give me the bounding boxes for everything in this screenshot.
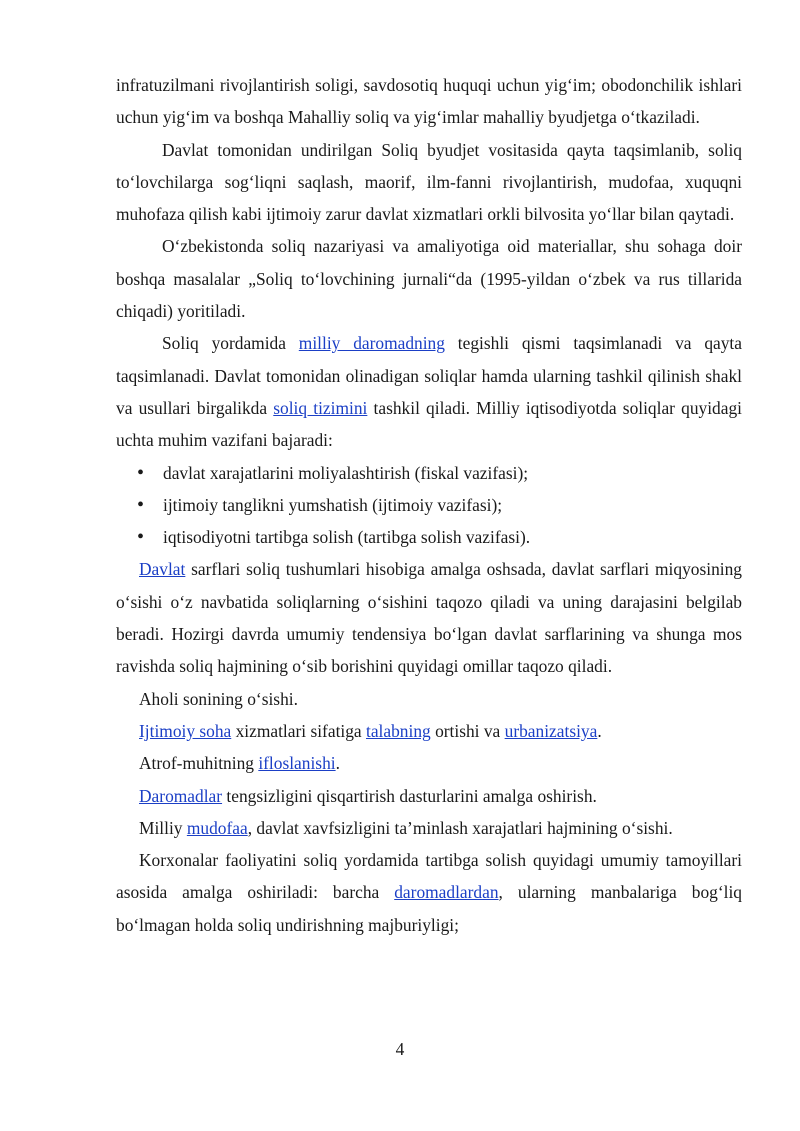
paragraph-tax-functions-intro bbox=[116, 327, 742, 456]
link-ijtimoiy-soha[interactable]: Ijtimoiy soha bbox=[139, 720, 232, 741]
text-run: Korxonalar faoliyatini soliq yordamida tartibga solish quyidagi umumiy tamoyillari asosida amalga oshiriladi: barcha bbox=[116, 850, 742, 903]
text-run: tengsizligini qisqartirish dasturlarini amalga oshirish. bbox=[222, 785, 597, 806]
list-item: • davlat xarajatlarini moliyalashtirish (fiskal vazifasi); bbox=[116, 457, 742, 489]
link-davlat[interactable]: Davlat bbox=[139, 559, 186, 580]
text-run: . bbox=[335, 753, 340, 774]
page-number: 4 bbox=[395, 1039, 405, 1059]
paragraph-defense bbox=[116, 812, 742, 844]
link-talab[interactable]: talabning bbox=[366, 720, 431, 741]
link-milliy-daromad[interactable]: milliy daromadning bbox=[298, 333, 445, 354]
text-run: Atrof-muhitning bbox=[139, 753, 259, 774]
text-run: . bbox=[597, 720, 602, 741]
paragraph-state-expenses bbox=[116, 553, 742, 682]
paragraph-local-taxes: infratuzilmani rivojlantirish soligi, savdosotiq huquqi uchun yig‘im; obodonchilik ishlari uchun yig‘im va boshqa Mahalliy soliq va yig‘imlar mahalliy byudjetga o‘tkaziladi. bbox=[116, 75, 742, 128]
tax-functions-list bbox=[116, 457, 742, 554]
paragraph-pollution bbox=[116, 747, 742, 779]
text-run: Milliy bbox=[139, 817, 187, 838]
paragraph-social-sphere bbox=[116, 715, 742, 747]
paragraph-income-inequality bbox=[116, 780, 742, 812]
text-run: tashkil qiladi. Milliy iqtisodiyotda soliqlar quyidagi uchta muhim vazifani bajaradi: bbox=[116, 397, 742, 451]
text-run: ortishi va bbox=[430, 720, 505, 741]
paragraph-enterprise-regulation bbox=[116, 844, 742, 941]
link-urbanizatsiya[interactable]: urbanizatsiya bbox=[504, 720, 598, 741]
text-run: , ularning manbalariga bog‘liq bo‘lmagan holda soliq undirishning majburiyligi; bbox=[116, 882, 742, 935]
text-run: sarflari soliq tushumlari hisobiga amalga oshsada, davlat sarflari miqyosining o‘sishi o‘z navbatida soliqlarning o‘sishini taqozo qiladi va uning darajasini belgilab beradi. Hozirgi davrda umumiy tendensiya bo‘lgan davlat sarflarining va shunga mos ravishda soliq hajmining o‘sib borishini quyidagi omillar taqozo qiladi. bbox=[116, 559, 742, 677]
list-item: • iqtisodiyotni tartibga solish (tartibga solish vazifasi). bbox=[116, 521, 742, 553]
text-run: Soliq yordamida bbox=[162, 333, 299, 354]
paragraph-tax-journal: O‘zbekistonda soliq nazariyasi va amaliyotiga oid materiallar, shu sohaga doir boshqa masalalar „Soliq to‘lovchining jurnali“da (1995-yildan o‘zbek va rus tillarida chiqadi) yoritiladi. bbox=[116, 236, 742, 322]
list-item: • ijtimoiy tanglikni yumshatish (ijtimoiy vazifasi); bbox=[116, 489, 742, 521]
link-mudofaa[interactable]: mudofaa bbox=[186, 817, 248, 838]
paragraph-population-growth: Aholi sonining o‘sishi. bbox=[139, 688, 298, 709]
text-run: , davlat xavfsizligini ta’minlash xarajatlari hajmining o‘sishi. bbox=[247, 817, 673, 838]
link-soliq-tizimi[interactable]: soliq tizimini bbox=[273, 397, 368, 418]
document-page bbox=[116, 69, 742, 941]
paragraph-tax-redistribution: Davlat tomonidan undirilgan Soliq byudjet vositasida qayta taqsimlanib, soliq to‘lovchilarga sog‘liqni saqlash, maorif, ilm-fanni rivojlantirish, mudofaa, xuquqni muhofaza qilish kabi ijtimoiy zarur davlat xizmatlari orkli bilvosita yo‘llar bilan qaytadi. bbox=[116, 139, 742, 225]
link-daromadlardan[interactable]: daromadlardan bbox=[394, 882, 499, 903]
link-ifloslanish[interactable]: ifloslanishi bbox=[258, 753, 336, 774]
text-run: xizmatlari sifatiga bbox=[231, 720, 366, 741]
link-daromadlar[interactable]: Daromadlar bbox=[139, 785, 223, 806]
text-run: tegishli qismi taqsimlanadi va qayta taqsimlanadi. Davlat tomonidan olinadigan soliqlar hamda ularning tashkil qilinish shakl va usullari birgalikda bbox=[116, 333, 742, 418]
